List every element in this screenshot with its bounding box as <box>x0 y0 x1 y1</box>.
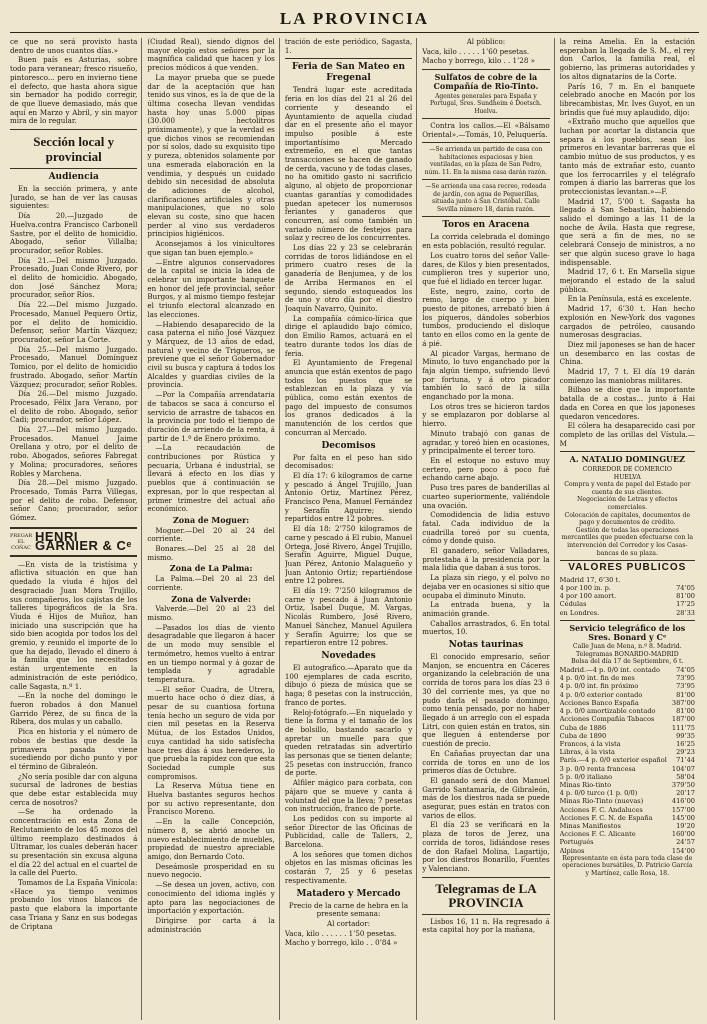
zone-title: Zona de Moguer: <box>172 514 250 525</box>
valores-row <box>560 609 695 617</box>
article-paragraph: El ganado será de don Manuel Garrido Santamaría, de Gibraleón, más de los diestros nada se puede asegurar, pues están en tratos con varios de ellos. <box>422 775 550 820</box>
article-paragraph: Día 25.—Del mismo Juzgado. Procesado, Manuel Domínguez Tomico, por el delito de homicidio frustrado. Abogado, señor Martín Vázquez; procurador, señor Robles. <box>10 344 138 389</box>
bolsa-row <box>560 830 695 838</box>
article-paragraph: —En vista de la tristísima y aflictiva situación en que han quedado la viuda é hijos del desgraciado Juan Mora Trujillo, sus compañeros, los cajistas de los talleres tipográficos de la Sra. Viuda é Hijos de Muñoz, han iniciado una suscripción que ha sido bien acogida por todos los del gremio, y reunido el importe de lo que ha dejado, llevado el dinero á la familia que los necesitados están urgentemente en la administración de este periódico, calle Sagasta, n.º 1. <box>10 559 138 691</box>
notas-title: Notas taurinas <box>448 640 524 651</box>
article-paragraph: —Se ha ordenado la concentración en esta Zona de Reclutamiento de los 45 mozos del último reemplazo destinados á Ultramar, los cuales deberán hacer su presentación sin excusa alguna el día 22 del actual en el cuartel de la calle del Puerto. <box>10 807 138 878</box>
row-value: 99’35 <box>676 731 695 740</box>
bolsa-row <box>560 822 695 830</box>
row-label: París.—4 p. 0/0 exterior español <box>559 756 667 765</box>
zone-line: Moguer.—Del 20 al 24 del corriente. <box>147 525 275 544</box>
row-label: Minas Rio-tinto <box>559 780 612 789</box>
valores-row <box>560 600 695 608</box>
article-paragraph: Comodidencia de lidia estuvo fatal. Cada individuo de la cuadrilla toreó por su cuenta, cómo y donde quiso. <box>422 510 550 546</box>
row-value: 81’00 <box>676 690 695 699</box>
divider <box>560 451 695 452</box>
column-3 <box>285 38 417 1020</box>
article-paragraph: —Pasados los días de viento desagradable que llegaron á hacer de un modo muy sensible el termómetro, hemos vuelto á entrar en un tiempo normal y á gozar de templada y agradable temperatura. <box>147 622 275 684</box>
telegram-paragraph: Madrid 17, 6’30 t. Han hecho explosión en New-York dos vagones cargados de petróleo, causando numerosas desgracias. <box>559 304 695 340</box>
row-label: 4 p. 0/0 exterior contado <box>559 690 643 699</box>
price-line: Precio de la carne de hebra en la presente semana: <box>288 900 409 919</box>
article-paragraph: Día 26.—Del mismo Juzgado. Procesado, Félix Jara Verano, por el delito de robo. Abogado, señor Cadi; procurador, señor López. <box>10 389 138 425</box>
masthead-title: LA PROVINCIA <box>279 9 430 28</box>
bolsa-row <box>560 691 695 699</box>
column-1 <box>10 38 142 1020</box>
zone-title: Zona de La Palma: <box>169 563 253 574</box>
article-paragraph: Día 21.—Del mismo Juzgado. Procesado, Juan Conde Rivero, por el delito de homicidio. Abogado, don José Sánchez Mora; procurador, señor Ríos. <box>10 255 138 300</box>
article-paragraph: Este, negro, zaino, corto de remo, largo de cuerpo y bien puesto de pitones, arrebató bien á los piqueros, dándoles soberbios tumbos, produciendo el disloque tanto en ellos como en la gente de á pié. <box>422 286 550 348</box>
article-paragraph: Los otros tres se hicieron tardos y se emplazaron por doblarse al hierro. <box>422 401 550 429</box>
row-label: Acciones Compañía Tabacos <box>559 715 655 724</box>
article-paragraph: Día 20.—Juzgado de Huelva.contra Francisco Carbonell Sastre, por el delito de homicidio. Abogado, señor Villalba; procurador, señor Robles. <box>10 211 138 255</box>
ad-paragraph: —Se arrienda un partido de casa con habitaciones espaciosas y bien ventiladas, en la plaza de San Pedro, núm. 11. En la misma casa darán razón. <box>424 146 548 176</box>
row-label: Acciones F. C. Andaluces <box>559 805 643 814</box>
article-paragraph: La corrida celebrada el domingo en esta población, resultó regular. <box>422 232 550 251</box>
ad-paragraph: Contra los callos.—El «Bálsamo Oriental».—Tomás, 10, Peluquería. <box>422 121 550 139</box>
bolsa-row <box>560 724 695 732</box>
divider <box>10 129 137 130</box>
valores-row <box>560 576 695 584</box>
article-paragraph: —Se desea un joven, activo, con conocimiento del idioma inglés y apto para las negociaciones de importación y exportación. <box>147 880 275 916</box>
article-paragraph: —En la calle Concepción, número 8, se abrió anoche un nuevo establecimiento de muebles, propiedad de nuestro apreciable amigo, don Bernardo Coto. <box>147 817 275 861</box>
row-label: 4 por 100 amort. <box>559 592 617 601</box>
telegram-paragraph: Madrid 17, 5’00 t. Sagasta ha llegado á San Sebastián, habiendo salido el domingo a las 11 de la noche de Ávila. Hasta que regrese, que será a fin de mes, no se celebrará Consejo de ministros, a no ser que algún suceso grave lo haga indispensable. <box>559 196 695 267</box>
row-label: 4 p. 0/0 int. fin de mes <box>559 674 635 683</box>
bolsa-row <box>560 666 695 674</box>
bolsa-title: Bolsa del día 17 de Septiembre, 6 t. <box>571 658 684 666</box>
telegram-paragraph: «Extraño mucho que aquellos que luchan por acortar la distancia que separa á los pueblos, sean los primeros en levantar barreras que el cambio mútuo de sus productos, y es tanto más de extrañar esto, cuanto que los ferrocarriles y el telégrafo rompen á diario las barreras que los proteccionistas levantan.»—F. <box>559 117 695 196</box>
row-label: 4 p. 0/0 turco (1 p. 0/0) <box>559 789 638 798</box>
bolsa-row <box>560 674 695 682</box>
intro-paragraph: ce que no será provisto hasta dentro de unos cuantos días.» <box>10 38 138 55</box>
divider <box>422 216 549 217</box>
agent-line: Negociación de Letras y efectos comerciales. <box>577 496 678 512</box>
row-value: 73’95 <box>676 682 695 691</box>
row-value: 74’05 <box>676 666 695 675</box>
bolsa-row <box>560 814 695 822</box>
article-paragraph: El ganadero, señor Valladares, protestaba á la presidencia por la mala lidia que daban á sus toros. <box>422 546 550 573</box>
agent-role: CORREDOR DE COMERCIO <box>582 466 672 474</box>
price-line: Vaca, kilo . . . . . . 1’50 pesetas. <box>284 928 397 938</box>
bolsa-row <box>560 748 695 756</box>
article-paragraph: Lisbos 16, 11 n. Ha regresado á esta capital hoy por la mañana, <box>422 916 550 935</box>
audiencia-title: Audiencia <box>48 172 99 183</box>
article-paragraph: Pica en historia y el número de robos de bestias que desde la primavera pasada viene sucediendo por dicho punto y por el término de Gibraleón. <box>10 727 138 771</box>
row-value: 111’75 <box>671 723 695 732</box>
row-value: 20’17 <box>676 789 695 798</box>
row-value: 58’04 <box>676 772 695 781</box>
row-value: 154’00 <box>671 846 695 855</box>
valores-title: VALORES PUBLICOS <box>568 562 687 574</box>
article-paragraph: La Reserva Mútua tiene en Huelva bastantes seguros hechos por su activo representante, don Francisco Moreno. <box>147 781 275 817</box>
matadero-title: Matadero y Mercado <box>296 888 401 899</box>
divider <box>560 620 695 621</box>
article-paragraph: Al picador Vargas, hermano de Minuto, lo tuvo enganchado por la faja algún tiempo, sufriendo llevó por fortuna, y á otro picador también lo sacó de la silla enganchado por la mona. <box>422 348 550 402</box>
bolsa-row <box>560 765 695 773</box>
servicio-title: Servicio telegráfico de los Sres. Bonard y Cᵉ <box>569 622 686 642</box>
row-label: 4 por 100 in. p. <box>559 584 611 593</box>
telegram-paragraph: Madrid 17, 7 t. El día 19 darán comienzo las maniobras militares. <box>559 367 695 385</box>
agent-line: Compra y venta de papel del Estado por cuenta de sus clientes. <box>564 481 691 496</box>
divider <box>10 555 137 557</box>
bolsa-row <box>560 740 695 748</box>
valores-row <box>560 592 695 600</box>
article-paragraph: La plaza sin riego, y el polvo no dejaba ver en ocasiones si sitio que ocupaba el diminuto Minuto. <box>422 573 550 600</box>
row-value: 387’00 <box>671 698 695 707</box>
telegram-paragraph: Madrid 17, 6 t. En Marsella sigue mejorando el estado de la salud pública. <box>559 267 695 294</box>
article-paragraph: —La recaudación de contribuciones por Rústica y pecuaria, Urbana é industrial, se llevará á efecto en los días y pueblos que á continuación se expresan, por lo que respectan al primer trimestre del actual año económico. <box>147 443 275 514</box>
telegram-paragraph: El cólera ha desaparecido casi por completo de las orillas del Vístula.—M <box>559 421 695 448</box>
bolsa-row <box>560 789 695 797</box>
article-paragraph: —Por la Compañía arrendataria de tabacos se saca á concurso el servicio de arrastre de tabacos en la provincia por todo el tiempo de duración de arriendo de la renta, á partir de 1.º de Enero próximo. <box>147 390 275 443</box>
divider <box>422 877 549 878</box>
price-line: Macho y borrego, kilo . . 1’28 » <box>422 56 535 66</box>
article-paragraph: Por falta en el peso han sido decomisados: <box>284 452 413 471</box>
row-label: Acciones Banco España <box>559 698 639 707</box>
servicio-sub: Calle Juan de Mena, n.º 8. Madrid. Telegramas BONARDO-MADRID <box>572 643 682 658</box>
article-paragraph: —Habiendo desaparecido de la casa paterna el niño José Vázquez y Márquez, de 13 años de edad, natural y vecino de Trigueros, se previene que el señor Gobernador civil su busca y captura á todos los Alcaldes y guardias civiles de la provincia. <box>147 319 275 390</box>
row-label: Cédulas <box>559 600 587 609</box>
price-line: Vaca, kilo . . . . . 1’60 pesetas. <box>422 46 530 56</box>
row-label: Acciones F. C. N. de España <box>559 813 653 822</box>
article-paragraph: —El señor Cuadra, de Utrera, muerto hace ocho ó diez días, á pesar de su cuantiosa fortuna tenía hecho un seguro de vida por cien mil pesetas en la Reserva Mútua, de los Estados Unidos, cuya cantidad ha sido satisfecha hace tres días á sus herederos, lo que prueba la rapidez con que esta Sociedad cumple sus compromisos. <box>147 684 275 781</box>
sulfatos-ad: Sulfatos de cobre de la Compañía de Rio-Tinto. <box>433 72 539 91</box>
row-label: Minas Rio-Tinto (nuevas) <box>559 797 644 806</box>
novedades-title: Novedades <box>321 651 376 661</box>
column-5 <box>560 38 699 1020</box>
row-value: 74’05 <box>676 584 695 593</box>
article-paragraph: El día 23 se verificará en la plaza de toros de Jerez, una corrida de toros, lidiándose reses de don Rafael Molina, Lagartijo, por los diestros Bonarillo, Fuentes y Valenciano. <box>422 820 550 873</box>
article-paragraph: Alfiler mágico para corbata, con pájaro que se mueve y canta á voluntad del que la lleva; 7 pesetas con instrucción, franco de porte. <box>284 778 413 814</box>
row-label: Madrid 17, 6’30 t. <box>559 575 621 584</box>
row-value: 71’44 <box>676 756 695 765</box>
ad-small-text: PREGAR EL COÑAC <box>10 532 33 551</box>
price-line: Macho y borrego, kilo . . 0’84 » <box>284 938 398 948</box>
bolsa-row <box>560 732 695 740</box>
columns <box>10 38 699 1020</box>
bolsa-row <box>560 715 695 723</box>
article-paragraph: El día 19: 7’250 kilogramos de carne y pescado á Juan Antonio Ortiz, Isabel Duque, M. Vargas, Nicolás Rumbero, José Rivero, Manuel Sánchez, Manuel Aguilera y Serafín Aguirre; los que se repartieron entre 12 pobres. <box>284 586 413 648</box>
article-paragraph: Tomamos de La España Vinícola: «Hace ya tiempo venimos probando los vinos blancos de pasto que elabora la importante casa Triana y Sanz en sus bodegas de Criptana <box>10 878 138 931</box>
article-paragraph: Reloj-fotógrafo.—En niquelado y tiene la forma y el tamaño de los de bolsillo, bastando sacarlo y apretar un muelle para que queden retratadas sin advertirlo las personas que se tienen delante; 25 pesetas con instrucción, franco de porte. <box>284 707 413 778</box>
bolsa-row <box>560 847 695 855</box>
valores-row <box>560 584 695 592</box>
article-paragraph: Los cuatro toros del señor Valle-dares, de Kilos y bien presentados, cumplieron tres y superior uno, que fué el lidiado en tercer lugar. <box>422 250 550 286</box>
article-paragraph: Los días 22 y 23 se celebrarán corridas de toros lidiándose en el primero cuatro reses de la ganadería de Benjumea, y de los de Arriba Hermanos en el segundo, siendo estoqueados los de uno y otro día por el diestro Joaquín Navarro, Quinito. <box>284 243 413 313</box>
row-label: 3 p. 0/0 renta francesa <box>559 764 636 773</box>
row-label: Alpinos <box>559 846 585 855</box>
article-paragraph: En el estoque no estuvo muy certero, pero poco á poco fué echando carne abajo. <box>422 456 550 483</box>
row-label: Cuba de 1890 <box>559 731 607 740</box>
zone-title: Zona de Valverde: <box>171 593 251 604</box>
row-value: 81’00 <box>676 592 695 601</box>
zone-line: Valverde.—Del 20 al 23 del mismo. <box>147 604 275 622</box>
row-value: 104’07 <box>671 764 695 773</box>
row-label: Portugués <box>559 838 594 847</box>
telegramas-title: Telegramas de LA PROVINCIA <box>435 880 537 910</box>
row-label: Minas Manifiestos <box>559 821 621 830</box>
article-paragraph: Puso tres pares de banderillas al cuarteo superiormente, valiéndole una ovación. <box>422 483 550 510</box>
article-paragraph: tración de este periódico, Sagasta, 1. <box>284 38 413 55</box>
agent-name: A. NATALIO DOMINGUEZ <box>569 454 685 465</box>
decomisos-title: Decomisos <box>321 440 376 451</box>
row-value: 19’20 <box>676 821 695 830</box>
divider <box>422 914 549 915</box>
column-4 <box>422 38 554 1020</box>
article-paragraph: Caballos arrastrados, 6. En total muertos, 10. <box>422 618 550 637</box>
bolsa-row <box>560 806 695 814</box>
article-paragraph: Dirigirse por carta á la administración <box>147 915 275 934</box>
article-paragraph: Deseámosle prosperidad en su nuevo negocio. <box>147 861 275 880</box>
article-paragraph: El conocido empresario, señor Manjon, se encuentra en Cáceres organizando la celebración de una corrida de toros para los días 23 ó 30 del corriente mes, ya que no pudo darla el pasado domingo, como tenía pensado, por no haber llegado á un arreglo con el espada Litri, con quien están en tratos, sin que lleguen á entenderse por cuestión de precio. <box>422 652 550 749</box>
article-paragraph: El Ayuntamiento de Fregenal anuncia que están exentos de pago todos los puestos que se establezcan en la plaza y vía pública, como están exentos de pago del impuesto de consumos los granos dedicados á la manutención de los cerdos que concurran al Mercado. <box>284 358 413 437</box>
article-paragraph: ¿No sería posible dar con alguna sucursal de ladrones de bestias que debe estar establecida muy cerca de nosotros? <box>10 771 138 807</box>
telegram-paragraph: Diez mil japoneses se han de hacer un desembarco en las costas de China. <box>559 339 695 367</box>
price-line: Al cortador: <box>327 918 370 928</box>
footer-note: Representante en ésta para toda clase de operaciones bursátiles, D. Patricio García y Martínez, calle Rosa, 18. <box>562 854 693 877</box>
article-paragraph: —Entre algunos conservadores de la capital se inicia la idea de celebrar un importante banquete en honor del jefe provincial, señor Burgos, y al mismo tiempo festejar el triunfo electoral alcanzado en las elecciones. <box>147 257 275 319</box>
row-value: 187’00 <box>671 715 695 724</box>
article-paragraph: El día 17: 6 kilogramos de carne y pescado á Ángel Trujillo, Juan Antonio Ortiz, Martínez Pérez, Francisco Pena, Manuel Fernández y Serafín Aguirre; siendo repartidos entre 12 pobres. <box>284 470 413 524</box>
row-label: Madrid.—4 p. 0/0 int. contado <box>559 666 660 675</box>
row-value: 379’50 <box>671 780 695 789</box>
row-value: 29’23 <box>676 748 695 757</box>
masthead <box>10 6 699 33</box>
section-title: Sección local y provincial <box>33 134 115 165</box>
article-paragraph: Día 22.—Del mismo Juzgado. Procesado, Manuel Pequero Ortiz, por el delito de homicidio. Defensor, señor Martín Vázquez; procurador, señor La Corte. <box>10 300 138 344</box>
sulfatos-agents: Agentes generales para España y Portugal, Sres. Sundheim é Doetsch. Huelva. <box>430 92 542 115</box>
article-paragraph: Tendrá lugar este acreditada feria en los días del 21 al 26 del corriente y deseando el Ayuntamiento de aquella ciudad dar en el presente año el mayor impulso posible á este importantísimo Mercado extremeño, en el que tantas transacciones se hacen de ganado de cerda, vacuno y de todas clases, no ha omitido gasto ni sacrificio alguno, al objeto de proporcionar cuantas garantías y comodidades puedan apetecer los numerosos feriantes y ganaderos que concurren, así como también un variado número de festejos para solaz y recreo de los concurrentes. <box>284 85 413 243</box>
bolsa-row <box>560 756 695 764</box>
article-paragraph: Los pedidos con su importe al señor Director de las Oficinas de Publicidad, calle de Tallers, 2, Barcelona. <box>284 813 413 850</box>
bolsa-row <box>560 682 695 690</box>
article-paragraph: Minuto trabajó con ganas de agradar, y toreó bien en ocasiones, y principalmente el tercer toro. <box>422 428 550 456</box>
article-paragraph: La entrada buena, y la animación grande. <box>422 600 550 618</box>
ad-brand-name: HENRI GARNIER & Cᵉ <box>35 529 132 553</box>
divider <box>422 142 549 143</box>
bolsa-row <box>560 838 695 846</box>
zone-line: Bonares.—Del 25 al 28 del mismo. <box>147 544 275 562</box>
article-paragraph: En la sección primera, y ante Jurado, se han de ver las causas siguientes: <box>10 184 138 211</box>
telegram-paragraph: París 16, 7 m. En el banquete celebrado anoche en Macón por los librecambistas, Mr. Ives Guyot, en un brindis que fué muy aplaudido, dijo: <box>559 81 695 117</box>
ad-paragraph: —Se arrienda una casa recreo, rodeada de jardín, con agua de Peguerillas, situada junto á San Cristóbal. Calle Sevilla número 18, darán razón. <box>425 183 547 213</box>
divider <box>422 118 549 119</box>
article-paragraph: A los señores que tomen dichos objetos en las mismas oficinas les costarán 7, 25 y 6 pesetas respectivamente. <box>284 849 413 885</box>
row-value: 160’00 <box>671 830 695 839</box>
zone-line: La Palma.—Del 20 al 23 del corriente. <box>147 574 275 592</box>
row-value: 416’00 <box>671 797 695 806</box>
bolsa-row <box>560 699 695 707</box>
row-label: 4 p. 0/0 amortizable contado <box>559 707 656 716</box>
divider <box>10 168 137 169</box>
article-paragraph: —En la noche del domingo le fueron robados á don Manuel Garrido Pérez, de su finca de la Ribera, dos mulas y un caballo. <box>10 691 138 727</box>
telegram-paragraph: En la Península, está es excelente. <box>567 294 692 304</box>
article-paragraph: Día 27.—Del mismo Juzgado. Procesados. Manuel Jaime Orellana y otro, por el delito de robo. Abogados, señores Fabregat y Molina; procuradores, señores Robles y Marchena. <box>10 425 138 478</box>
divider <box>422 69 549 70</box>
divider <box>422 179 549 180</box>
row-label: en Londres. <box>559 608 600 617</box>
article-paragraph: En Cañañas proyectan dar una corrida de toros en uno de los primeros días de Octubre. <box>422 748 550 776</box>
article-paragraph: (Ciudad Real), siendo dignos del mayor elogio estos señores por la magnífica calidad que hacen y los precios módicos á que venden. <box>147 38 275 73</box>
article-paragraph: Aconsejamos á los vinicultores que sigan tan buen ejemplo.» <box>147 239 275 257</box>
bolsa-row <box>560 797 695 805</box>
column-2 <box>147 38 279 1020</box>
feria-title: Feria de San Mateo en Fregenal <box>292 62 406 84</box>
agent-city: HUELVA <box>613 473 641 481</box>
row-value: 73’95 <box>676 674 695 683</box>
agent-line: Gestión de todas las operaciones mercantiles que pueden efectuarse con la intervención del Corredor y los Casas-bancas de su plaza. <box>561 526 694 557</box>
bolsa-row <box>560 781 695 789</box>
row-label: 5 p. 0/0 italiano <box>559 772 613 781</box>
article-paragraph: La compañía cómico-lírica que dirige el aplaudido bajo cómico, don Emilio Ramos, actuará en el teatro durante todos los días de feria. <box>284 313 413 358</box>
row-value: 17’25 <box>676 600 695 609</box>
row-value: 24’57 <box>676 838 695 847</box>
agent-line: Colocación de capitales, documentos de pago y documentos de crédito. <box>564 511 691 527</box>
row-value: 81’00 <box>676 707 695 716</box>
bolsa-row <box>560 707 695 715</box>
advertisement-garnier <box>10 529 137 553</box>
bolsa-row <box>560 773 695 781</box>
row-value: 145’00 <box>671 813 695 822</box>
telegram-paragraph: Bilbao se dice que la importante batalla de a costas... junto á Hai dada en Corea en que los japoneses quedaron vencedores. <box>559 385 695 421</box>
article-paragraph: La mayor prueba que se puede dar de la aceptación que han tenido sus vinos, es la de que de la última cosecha llevan vendidas hasta hoy unas 5.000 pipas (30.000 hectolitros próximamente), y que la verdad es que dichos vinos se recomiendan por sí solos, dado su exquisito tipo y pureza, obtenidos solamente por una esmerada elaboración en la vendimia, y después un cuidado debido sin necesidad de absoluta de adiciones de alcohol, clarificaciones artificiales y otras manipulaciones, que no solo elevan su coste, sino que hacen perder al vino sus verdaderos principios higiénicos. <box>147 72 275 239</box>
row-label: Libras, á la vista <box>559 748 615 757</box>
article-paragraph: El día 18: 2’750 kilogramos de carne y pescado á El rubio, Manuel Ortega, José Rivero, Ángel Trujillo, Serafín Aguirre, Miguel Duque, Juan Pérez, Antonio Malagueño y Juan Antonio Ortiz; repartiéndose entre 12 pobres. <box>284 524 413 586</box>
toros-title: Toros en Aracena <box>442 220 530 231</box>
row-label: Francos, á la vista <box>559 739 621 748</box>
divider <box>560 560 695 561</box>
divider <box>285 58 412 59</box>
price-line: Al público: <box>466 38 506 46</box>
intro-paragraph: Buen país es Asturias, sobre todo para veranear; fresco risueño, pintoresco... pero en invierno tiene el defecto, que hasta ahora sigue sin bernador ha podido corregir, de que llueve demasiado, más que aquí en Marzo y Abril, y sin mayor mira de lo regular. <box>10 55 138 126</box>
telegram-paragraph: la reina Amelia. En la estación esperaban la llegada de S. M., el rey don Carlos, la familia real, el gobierno, las primeras autoridades y los altos dignatarios de la Corte. <box>559 38 695 81</box>
row-value: 157’00 <box>671 805 695 814</box>
row-label: Acciones F. C. Alicante <box>559 830 636 839</box>
row-value: 16’25 <box>676 739 695 748</box>
row-label: 4 p. 0/0 int. fin próximo <box>559 682 639 691</box>
article-paragraph: El autografico.—Aparato que da 100 ejemplares de cada escrito, dibujo ó pieza de música que se haga; 8 pesetas con la instrucción, franco de portes. <box>284 663 413 707</box>
article-paragraph: Día 28.—Del mismo Juzgado. Procesado, Tomás Parra Villegas, por el delito de robo. Defensor, señor Cano; procurador, señor Gómez. <box>10 478 138 523</box>
row-value: 28’33 <box>676 608 695 617</box>
row-label: Cuba de 1886 <box>559 723 607 732</box>
